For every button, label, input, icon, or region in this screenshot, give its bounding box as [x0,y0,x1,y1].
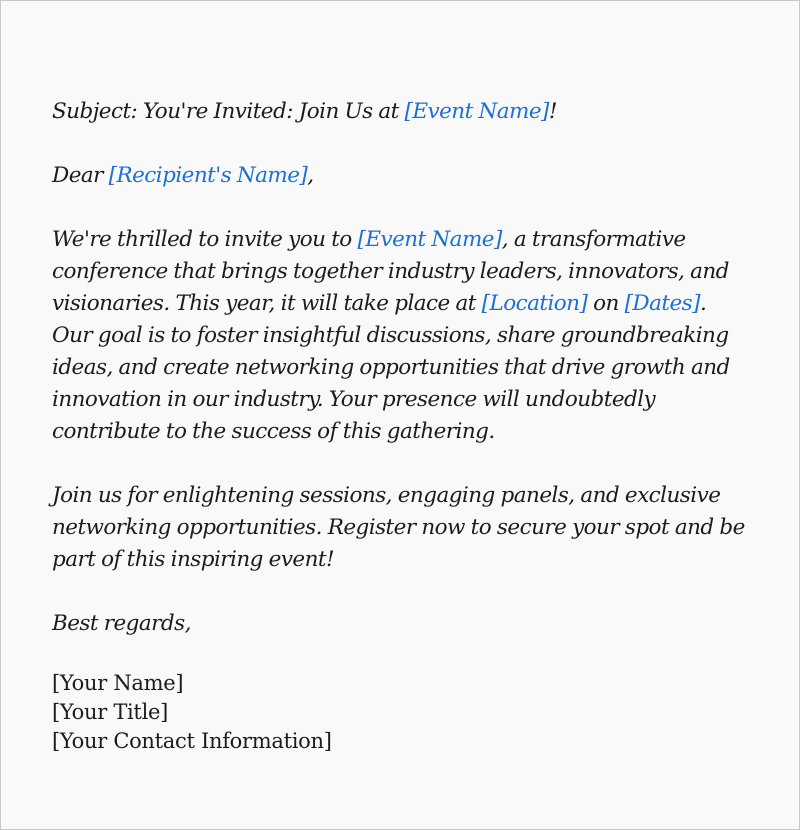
subject-suffix: ! [548,99,557,124]
paragraph-text: , a transformative conference that brings together industry leaders, innovators, and visionaries. This year, it will take place at [52,227,729,316]
signature-name: [Your Name] [52,671,184,695]
paragraph-text: . Our goal is to foster insightful discussions, share groundbreaking ideas, and create networking opportunities that drive growth and innovation in our industry. Your presence will undoubtedly contribute to the success of this gathering. [52,291,730,444]
greeting-prefix: Dear [52,163,109,188]
paragraph-text: We're thrilled to invite you to [52,227,358,252]
closing: Best regards, [52,611,191,636]
location-placeholder: [Location] [481,291,588,316]
signature-title: [Your Title] [52,700,169,724]
event-name-placeholder: [Event Name] [357,227,502,252]
call-to-action-paragraph: Join us for enlightening sessions, engaging panels, and exclusive networking opportunities. Register now to secure your spot and be part of this inspiring event! [52,483,745,572]
greeting-suffix: , [307,163,314,188]
greeting [52,160,752,192]
subject-line [52,96,752,128]
recipient-name-placeholder: [Recipient's Name] [108,163,308,188]
paragraph-text: on [587,291,625,316]
email-body [52,96,752,672]
event-name-placeholder: [Event Name] [404,99,549,124]
dates-placeholder: [Dates] [624,291,700,316]
signature-contact: [Your Contact Information] [52,729,332,753]
signature-block [52,669,332,756]
subject-prefix: Subject: You're Invited: Join Us at [52,99,405,124]
invitation-paragraph [52,224,752,448]
